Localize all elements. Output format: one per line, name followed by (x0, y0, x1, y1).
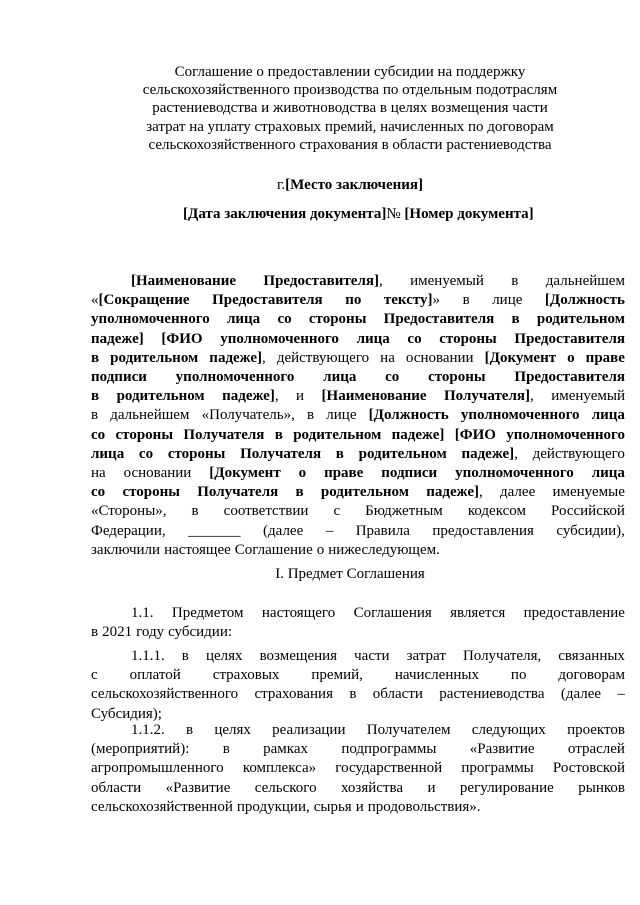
word: премий, (311, 667, 363, 684)
word: страхования (254, 686, 333, 703)
text-line (91, 406, 625, 425)
word: (далее (263, 522, 304, 539)
word: лица (591, 407, 625, 424)
word: лица (91, 445, 125, 462)
word: лица (226, 311, 261, 328)
word: с (333, 503, 341, 520)
text-line (91, 759, 625, 778)
number-placeholder: [Номер документа] (404, 206, 534, 222)
word: соответствии (223, 503, 309, 520)
word: подписи (91, 369, 147, 386)
word: субсидии: (168, 624, 233, 641)
number-sign: № (386, 206, 401, 222)
word: уполномоченного (175, 369, 295, 386)
word: в (181, 648, 189, 664)
word: в (295, 484, 304, 501)
title-line: Соглашение о предоставлении субсидии на поддержку (174, 64, 526, 80)
word: родительном (358, 445, 447, 462)
word: действующего (276, 349, 370, 366)
word: настоящее (164, 541, 231, 558)
word: родительном (116, 388, 205, 405)
word: «[Сокращение (91, 292, 190, 309)
text-line (91, 685, 625, 704)
word: Предоставителя (383, 311, 495, 328)
word: [Должность (544, 292, 625, 309)
word: со (277, 311, 292, 328)
word: Соглашения (353, 605, 432, 621)
word: со (407, 330, 422, 347)
text-line (91, 291, 625, 310)
word: продукции, (236, 798, 310, 815)
word: именуемые (552, 484, 625, 501)
word: регулирование (459, 779, 554, 796)
document-title (120, 63, 580, 154)
word: лице (326, 407, 357, 424)
word: по (345, 292, 362, 309)
word: сельскохозяйственного (91, 686, 239, 703)
word: праве (324, 465, 364, 482)
word: праве (585, 349, 625, 366)
word: и (296, 388, 305, 405)
word: возмещения (259, 648, 338, 664)
text-line (91, 647, 625, 666)
text-line (91, 310, 625, 329)
word: субсидии), (556, 522, 625, 539)
text-line (91, 483, 625, 502)
word: уполномоченного (91, 311, 210, 328)
word: в (307, 407, 315, 424)
word: кодексом (467, 503, 526, 520)
word: отраслей (567, 741, 625, 758)
word: [Документ (484, 349, 557, 366)
word: по (510, 667, 527, 684)
text-line (91, 798, 625, 817)
title-line: затрат на уплату страховых премий, начисленных по договорам (146, 118, 554, 135)
word: лица (356, 330, 390, 347)
title-line: растениеводства и животноводства в целях возмещения части (152, 100, 548, 117)
word: падеже] (91, 330, 144, 347)
clause-1-1-1 (91, 647, 625, 724)
text-line (91, 541, 625, 560)
word: подпрограммы (341, 741, 437, 758)
word: со (385, 369, 400, 386)
word: области (91, 779, 142, 796)
word: – (325, 522, 334, 539)
word: договорам (558, 667, 625, 684)
word: стороны (428, 369, 486, 386)
word: Предоставителя (514, 369, 625, 386)
word: стороны (308, 311, 367, 328)
word: Российской (551, 503, 625, 520)
word: программы (461, 760, 534, 777)
word: стороны (115, 426, 174, 443)
text-line (91, 330, 625, 349)
word: далее (500, 484, 536, 501)
clause-1-1-2 (91, 721, 625, 817)
word: в (91, 407, 99, 424)
word: сырья (313, 798, 352, 815)
word: в (349, 686, 357, 703)
word: именуемый (410, 273, 484, 289)
text-line (91, 604, 625, 623)
word: родительном (110, 349, 199, 366)
word: падеже], (461, 445, 518, 462)
word: рамках (263, 741, 308, 758)
word: Предметом (171, 605, 244, 621)
word: сельского (254, 779, 317, 796)
word: растениеводства (439, 686, 545, 703)
word: [Должность (368, 407, 449, 424)
word: [Наименование (321, 388, 427, 405)
word: [ФИО (161, 330, 203, 347)
word: Получателя], (443, 388, 534, 405)
word: проектов (567, 722, 625, 738)
word: государственной (335, 760, 443, 777)
word: со (91, 484, 106, 501)
word: с (91, 667, 98, 684)
text-line (91, 721, 625, 740)
text-line (91, 623, 625, 642)
word: _______ (188, 522, 241, 539)
word: предоставления (432, 522, 534, 539)
word: именуемый (551, 388, 625, 405)
word: «Стороны», (91, 503, 167, 520)
word: «Получатель», (201, 407, 295, 424)
word: настоящего (261, 605, 336, 621)
word: хозяйства (341, 779, 404, 796)
word: основании (405, 349, 474, 366)
text-line (91, 740, 625, 759)
word: лица (591, 465, 625, 482)
word: в (91, 624, 99, 641)
word: Правила (355, 522, 410, 539)
text-line (91, 502, 625, 521)
word: родительном (320, 484, 409, 501)
word: уполномоченного (506, 426, 625, 443)
word: действующего (532, 445, 625, 462)
word: Субсидия); (91, 705, 162, 722)
word: части (354, 648, 390, 664)
word: в (222, 741, 230, 758)
word: страховых (212, 667, 280, 684)
word: уполномоченного (460, 407, 580, 424)
word: падеже], (222, 388, 279, 405)
word: затрат (406, 648, 446, 664)
word: в (335, 445, 344, 462)
word: Предоставителя], (263, 273, 383, 289)
word: на (380, 349, 395, 366)
text-line (91, 464, 625, 483)
word: [Наименование (131, 273, 236, 289)
word: падеже], (209, 349, 266, 366)
word: связанных (558, 648, 625, 664)
word: 1.1.1. (131, 648, 165, 664)
word: уполномоченного (220, 330, 339, 347)
word: Получателем (366, 722, 451, 738)
word: в (274, 426, 283, 443)
word: в (511, 311, 520, 328)
word: Получателя (183, 426, 265, 443)
word: падеже] (391, 426, 445, 443)
word: в (186, 722, 194, 738)
word: со (138, 445, 154, 462)
word: 1.1. (131, 605, 154, 621)
text-line (91, 445, 625, 464)
word: и (355, 798, 364, 815)
text-line (91, 779, 625, 798)
word: сельскохозяйственной (91, 798, 233, 815)
date-placeholder: [Дата заключения документа] (183, 206, 387, 222)
word: – (617, 686, 625, 703)
word: Получателя, (462, 648, 542, 664)
word: о (316, 541, 325, 558)
place-of-conclusion (0, 177, 640, 194)
word: в (511, 273, 519, 289)
word: в (462, 292, 470, 309)
word: Бюджетным (365, 503, 443, 520)
word: стороны (122, 484, 180, 501)
word: 1.1.2. (131, 722, 165, 738)
word: Получателя (197, 484, 279, 501)
word: стороны (439, 330, 497, 347)
word: реализации (272, 722, 346, 738)
word: оплатой (129, 667, 181, 684)
word: «Развитие (165, 779, 231, 796)
word: Предоставителя (514, 330, 625, 347)
text-line (91, 368, 625, 387)
word: Федерации, (91, 522, 166, 539)
title-line: сельскохозяйственного производства по отдельным подотраслям (142, 82, 558, 99)
word: Соглашение (234, 541, 313, 558)
word: году (136, 624, 165, 641)
word: комплекса» (242, 760, 317, 777)
word: области (372, 686, 423, 703)
word: уполномоченного (455, 465, 574, 482)
word: о (298, 465, 307, 482)
title-line: сельскохозяйственного страхования в области растениеводства (148, 136, 552, 153)
text-line (91, 522, 625, 541)
place-prefix: г. (276, 177, 286, 193)
text-line (91, 349, 625, 368)
word: тексту]» (383, 292, 441, 309)
word: падеже], (426, 484, 483, 501)
text-line (91, 426, 625, 445)
word: агропромышленного (91, 760, 224, 777)
word: предоставление (523, 605, 625, 621)
word: (далее (560, 686, 602, 703)
place-placeholder: [Место заключения] (285, 177, 424, 193)
word: со (91, 426, 106, 443)
word: лица (323, 369, 357, 386)
word: начисленных (394, 667, 479, 684)
word: «Развитие (469, 741, 535, 758)
word: следующих (471, 722, 546, 738)
text-line (91, 387, 625, 406)
word: родительном (293, 426, 382, 443)
word: [Документ (209, 465, 281, 482)
word: нижеследующем. (328, 541, 440, 558)
word: дальнейшем (545, 273, 625, 289)
section-title: I. Предмет Соглашения (275, 566, 425, 582)
preamble-paragraph (91, 272, 625, 560)
word: стороны (167, 445, 226, 462)
word: на (91, 465, 106, 482)
text-line (91, 666, 625, 685)
word: Предоставителя (212, 292, 323, 309)
word: в (91, 388, 100, 405)
word: о (567, 349, 575, 366)
word: (мероприятий): (91, 741, 190, 758)
word: 2021 (102, 624, 133, 641)
date-number-line (183, 206, 534, 223)
word: подписи (381, 465, 438, 482)
word: лице (492, 292, 523, 309)
word: заключили (91, 541, 161, 558)
word: дальнейшем (110, 407, 190, 424)
word: рынков (578, 779, 625, 796)
word: Получателя (240, 445, 322, 462)
word: продовольствия». (367, 798, 481, 815)
word: в (91, 349, 100, 366)
word: основании (123, 465, 192, 482)
text-line (91, 272, 625, 291)
word: в (191, 503, 199, 520)
word: родительном (536, 311, 625, 328)
word: целях (205, 648, 243, 664)
word: является (450, 605, 506, 621)
clause-1-1 (91, 604, 625, 642)
word: Ростовской (552, 760, 625, 777)
word: и (427, 779, 436, 796)
word: целях (214, 722, 251, 738)
word: [ФИО (454, 426, 496, 443)
